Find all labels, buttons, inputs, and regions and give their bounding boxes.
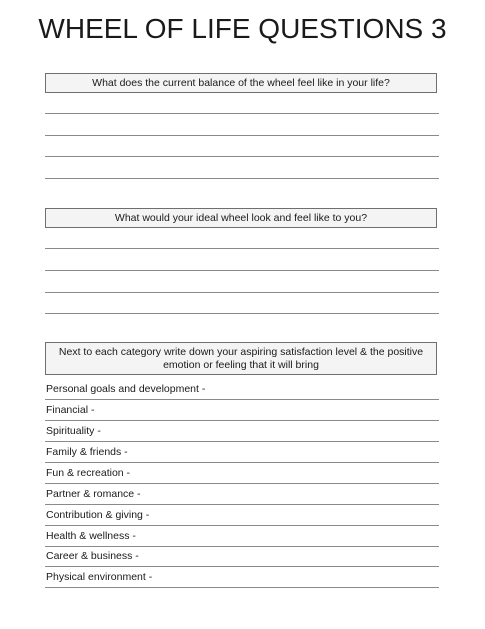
writing-line[interactable] bbox=[45, 292, 439, 293]
question-box-ideal-wheel: What would your ideal wheel look and feel like to you? bbox=[45, 208, 437, 228]
category-line-family-friends[interactable]: Family & friends - bbox=[45, 442, 439, 463]
writing-line[interactable] bbox=[45, 156, 439, 157]
category-line-personal-goals[interactable]: Personal goals and development - bbox=[45, 379, 439, 400]
page-title: WHEEL OF LIFE QUESTIONS 3 bbox=[38, 13, 447, 44]
question-box-aspiring-satisfaction: Next to each category write down your aspiring satisfaction level & the positive emotion or feeling that it will bring bbox=[45, 342, 437, 375]
question-box-current-balance: What does the current balance of the wheel feel like in your life? bbox=[45, 73, 437, 93]
category-line-fun-recreation[interactable]: Fun & recreation - bbox=[45, 463, 439, 484]
writing-line[interactable] bbox=[45, 313, 439, 314]
category-line-contribution-giving[interactable]: Contribution & giving - bbox=[45, 505, 439, 526]
writing-line[interactable] bbox=[45, 248, 439, 249]
category-line-career-business[interactable]: Career & business - bbox=[45, 546, 439, 567]
category-line-spirituality[interactable]: Spirituality - bbox=[45, 421, 439, 442]
writing-line[interactable] bbox=[45, 178, 439, 179]
category-line-financial[interactable]: Financial - bbox=[45, 400, 439, 421]
writing-line[interactable] bbox=[45, 113, 439, 114]
category-line-partner-romance[interactable]: Partner & romance - bbox=[45, 484, 439, 505]
writing-line[interactable] bbox=[45, 270, 439, 271]
writing-line[interactable] bbox=[45, 135, 439, 136]
category-line-physical-environment[interactable]: Physical environment - bbox=[45, 567, 439, 588]
category-line-health-wellness[interactable]: Health & wellness - bbox=[45, 526, 439, 547]
